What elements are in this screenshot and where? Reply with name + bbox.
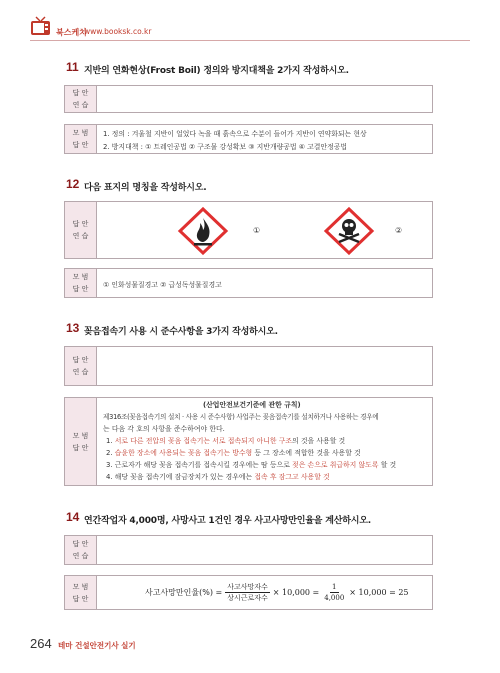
book-title: 테마 건설안전기사 실기 [58,641,136,650]
model-line: 2. 방지대책 : ① 트레인공법 ② 구조물 강성확보 ③ 지반개량공법 ④ 고결안정공법 [103,143,348,151]
rule-item: 3. 근로자가 해당 꽂음 접속기를 접속시킬 경우에는 땀 등으로 젖은 손으로 취급하지 않도록 할 것 [106,461,397,469]
header-divider [30,40,470,41]
question-number: 13 [66,321,80,335]
model-line: 1. 정의 : 겨울철 지반이 얼었다 녹을 때 흙속으로 수분이 들어가 지반이 연약화되는 현상 [103,130,367,138]
brand-url[interactable]: www.booksk.co.kr [84,27,152,36]
rule-title: (산업안전보건기준에 관한 규칙) [203,401,301,409]
rule-intro: 는 다음 각 호의 사항을 준수하여야 한다. [103,425,225,433]
answer-label: 답 안 연 습 [65,347,97,385]
skull-crossbones-icon [323,206,375,256]
question-number: 14 [66,510,80,524]
question-number: 11 [66,60,79,74]
flammable-icon [177,206,229,256]
model-answer-box [64,124,433,154]
question-text: 연간작업자 4,000명, 사망사고 1건인 경우 사고사망만인율을 계산하시오. [84,516,371,526]
answer-label: 답 안 연 습 [65,86,97,112]
page-number: 264 [30,636,52,651]
page-header [0,0,500,44]
question-text: 지반의 연화현상(Frost Boil) 정의와 방지대책을 2가지 작성하시오. [84,66,349,76]
question-text: 꽂음접속기 사용 시 준수사항을 3가지 작성하시오. [84,327,278,337]
model-answer-box [64,268,433,298]
rule-item: 2. 습윤한 장소에 사용되는 꽂음 접속기는 방수형 등 그 장소에 적합한 것을 사용할 것 [106,449,361,457]
question-text: 다음 표지의 명칭을 작성하시오. [84,183,207,193]
answer-practice-box[interactable] [64,201,433,259]
question-number: 12 [66,177,80,191]
model-line: ① 인화성물질경고 ② 급성독성물질경고 [103,281,222,289]
model-label: 모 범 답 안 [65,576,97,609]
formula: 사고사망만인율(%) = $\frac{\text{사고사망자수}}{\text{상시근로자수}}$ × 10,000 = $\frac{1}{4,000}$ × 10,000 = 25 [145,583,409,602]
brand-name: 북스케치 [56,28,87,37]
answer-practice-box[interactable] [64,85,433,113]
rule-item: 1. 서로 다른 전압의 꽂음 접속기는 서로 접속되지 아니한 구조의 것을 사용할 것 [106,437,346,445]
answer-practice-box[interactable] [64,346,433,386]
answer-space[interactable] [103,536,428,564]
answer-label: 답 안 연 습 [65,536,97,564]
answer-label: 답 안 연 습 [65,202,97,258]
rule-intro: 제316조(꽂음접속기의 설치 · 사용 시 준수사항) 사업주는 꽂음접속기를 설치하거나 사용하는 경우에 [103,413,379,421]
model-label: 모 범 답 안 [65,269,97,297]
answer-space[interactable] [103,202,428,258]
answer-space[interactable] [103,86,428,112]
rule-item: 4. 해당 꽂음 접속기에 잠금장치가 있는 경우에는 접속 후 잠그고 사용할 것 [106,473,330,481]
model-label: 모 범 답 안 [65,398,97,485]
blank-marker: ① [253,226,261,235]
blank-marker: ② [395,226,403,235]
model-label: 모 범 답 안 [65,125,97,153]
model-answer-box [64,397,433,486]
model-answer-box [64,575,433,610]
answer-space[interactable] [103,347,428,385]
tv-logo-icon [30,16,51,37]
answer-practice-box[interactable] [64,535,433,565]
